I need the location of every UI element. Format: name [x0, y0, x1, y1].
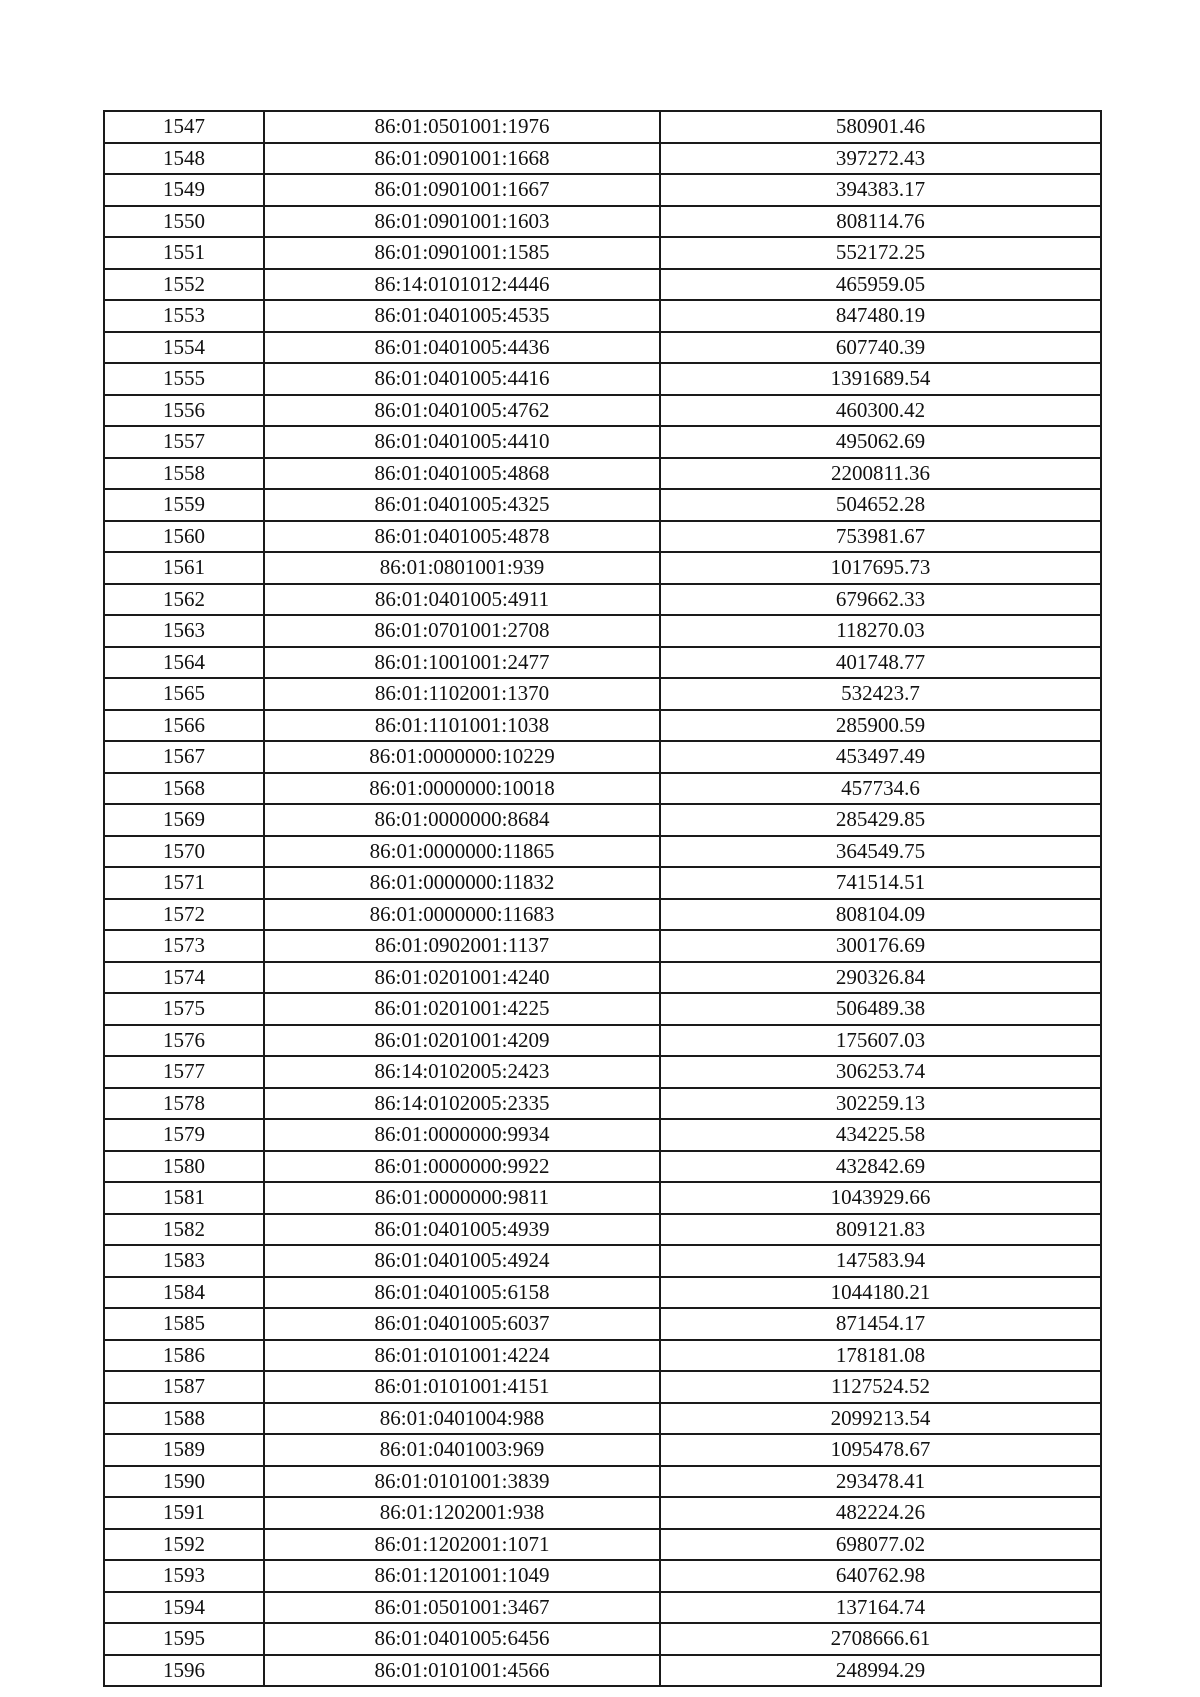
- value-cell: 679662.33: [660, 584, 1101, 616]
- value-cell: 741514.51: [660, 867, 1101, 899]
- cadastral-number-cell: 86:01:0401005:4911: [264, 584, 660, 616]
- table-row: [104, 269, 1101, 301]
- cadastral-number-cell: 86:01:0201001:4209: [264, 1025, 660, 1057]
- table-row: [104, 1403, 1101, 1435]
- cadastral-number-cell: 86:01:0501001:3467: [264, 1592, 660, 1624]
- value-cell: 809121.83: [660, 1214, 1101, 1246]
- table-row: [104, 1340, 1101, 1372]
- value-cell: 293478.41: [660, 1466, 1101, 1498]
- value-cell: 248994.29: [660, 1655, 1101, 1687]
- value-cell: 808104.09: [660, 899, 1101, 931]
- value-cell: 434225.58: [660, 1119, 1101, 1151]
- cadastral-number-cell: 86:01:0401005:4436: [264, 332, 660, 364]
- table-row: [104, 867, 1101, 899]
- row-number-cell: 1578: [104, 1088, 264, 1120]
- table-row: [104, 1277, 1101, 1309]
- cadastral-number-cell: 86:01:0401004:988: [264, 1403, 660, 1435]
- cadastral-number-cell: 86:01:1102001:1370: [264, 678, 660, 710]
- cadastral-number-cell: 86:01:0801001:939: [264, 552, 660, 584]
- row-number-cell: 1587: [104, 1371, 264, 1403]
- cadastral-number-cell: 86:01:0401005:6456: [264, 1623, 660, 1655]
- row-number-cell: 1557: [104, 426, 264, 458]
- table-row: [104, 174, 1101, 206]
- row-number-cell: 1581: [104, 1182, 264, 1214]
- row-number-cell: 1566: [104, 710, 264, 742]
- cadastral-number-cell: 86:01:0701001:2708: [264, 615, 660, 647]
- cadastral-number-cell: 86:01:0201001:4225: [264, 993, 660, 1025]
- table-row: [104, 993, 1101, 1025]
- value-cell: 847480.19: [660, 300, 1101, 332]
- value-cell: 532423.7: [660, 678, 1101, 710]
- table-row: [104, 836, 1101, 868]
- table-row: [104, 363, 1101, 395]
- row-number-cell: 1596: [104, 1655, 264, 1687]
- cadastral-number-cell: 86:01:0101001:4224: [264, 1340, 660, 1372]
- cadastral-number-cell: 86:01:0000000:9811: [264, 1182, 660, 1214]
- row-number-cell: 1560: [104, 521, 264, 553]
- cadastral-number-cell: 86:01:0401005:4762: [264, 395, 660, 427]
- row-number-cell: 1573: [104, 930, 264, 962]
- value-cell: 306253.74: [660, 1056, 1101, 1088]
- cadastral-number-cell: 86:01:0401005:4868: [264, 458, 660, 490]
- row-number-cell: 1559: [104, 489, 264, 521]
- cadastral-number-cell: 86:14:0102005:2335: [264, 1088, 660, 1120]
- value-cell: 118270.03: [660, 615, 1101, 647]
- row-number-cell: 1563: [104, 615, 264, 647]
- table-row: [104, 615, 1101, 647]
- value-cell: 465959.05: [660, 269, 1101, 301]
- row-number-cell: 1570: [104, 836, 264, 868]
- table-row: [104, 773, 1101, 805]
- cadastral-number-cell: 86:01:0501001:1976: [264, 111, 660, 143]
- table-row: [104, 206, 1101, 238]
- row-number-cell: 1565: [104, 678, 264, 710]
- row-number-cell: 1547: [104, 111, 264, 143]
- row-number-cell: 1580: [104, 1151, 264, 1183]
- table-row: [104, 1025, 1101, 1057]
- row-number-cell: 1585: [104, 1308, 264, 1340]
- table-body: [104, 111, 1101, 1686]
- cadastral-number-cell: 86:01:0101001:3839: [264, 1466, 660, 1498]
- value-cell: 397272.43: [660, 143, 1101, 175]
- row-number-cell: 1576: [104, 1025, 264, 1057]
- value-cell: 1044180.21: [660, 1277, 1101, 1309]
- cadastral-number-cell: 86:01:0401003:969: [264, 1434, 660, 1466]
- row-number-cell: 1572: [104, 899, 264, 931]
- cadastral-number-cell: 86:01:0000000:9922: [264, 1151, 660, 1183]
- table-row: [104, 332, 1101, 364]
- cadastral-number-cell: 86:01:0401005:4924: [264, 1245, 660, 1277]
- value-cell: 698077.02: [660, 1529, 1101, 1561]
- row-number-cell: 1571: [104, 867, 264, 899]
- value-cell: 285429.85: [660, 804, 1101, 836]
- value-cell: 607740.39: [660, 332, 1101, 364]
- table-row: [104, 458, 1101, 490]
- row-number-cell: 1575: [104, 993, 264, 1025]
- cadastral-number-cell: 86:01:0000000:11683: [264, 899, 660, 931]
- row-number-cell: 1561: [104, 552, 264, 584]
- table-row: [104, 552, 1101, 584]
- value-cell: 401748.77: [660, 647, 1101, 679]
- cadastral-number-cell: 86:01:0401005:4325: [264, 489, 660, 521]
- row-number-cell: 1593: [104, 1560, 264, 1592]
- cadastral-number-cell: 86:14:0102005:2423: [264, 1056, 660, 1088]
- value-cell: 285900.59: [660, 710, 1101, 742]
- table-row: [104, 1623, 1101, 1655]
- row-number-cell: 1574: [104, 962, 264, 994]
- row-number-cell: 1556: [104, 395, 264, 427]
- table-row: [104, 1434, 1101, 1466]
- row-number-cell: 1550: [104, 206, 264, 238]
- cadastral-number-cell: 86:01:1202001:938: [264, 1497, 660, 1529]
- table-row: [104, 1560, 1101, 1592]
- table-row: [104, 962, 1101, 994]
- cadastral-number-cell: 86:01:0101001:4151: [264, 1371, 660, 1403]
- cadastral-number-cell: 86:01:0901001:1603: [264, 206, 660, 238]
- table-row: [104, 1466, 1101, 1498]
- cadastral-number-cell: 86:01:0901001:1668: [264, 143, 660, 175]
- table-row: [104, 584, 1101, 616]
- cadastral-number-cell: 86:01:0000000:10229: [264, 741, 660, 773]
- table-row: [104, 678, 1101, 710]
- table-row: [104, 111, 1101, 143]
- table-row: [104, 741, 1101, 773]
- row-number-cell: 1591: [104, 1497, 264, 1529]
- table-row: [104, 426, 1101, 458]
- row-number-cell: 1558: [104, 458, 264, 490]
- cadastral-number-cell: 86:01:1001001:2477: [264, 647, 660, 679]
- row-number-cell: 1584: [104, 1277, 264, 1309]
- cadastral-number-cell: 86:01:0401005:4416: [264, 363, 660, 395]
- value-cell: 506489.38: [660, 993, 1101, 1025]
- value-cell: 2099213.54: [660, 1403, 1101, 1435]
- value-cell: 1017695.73: [660, 552, 1101, 584]
- table-row: [104, 1592, 1101, 1624]
- table-row: [104, 1056, 1101, 1088]
- row-number-cell: 1567: [104, 741, 264, 773]
- value-cell: 504652.28: [660, 489, 1101, 521]
- value-cell: 290326.84: [660, 962, 1101, 994]
- value-cell: 453497.49: [660, 741, 1101, 773]
- value-cell: 1391689.54: [660, 363, 1101, 395]
- value-cell: 495062.69: [660, 426, 1101, 458]
- value-cell: 302259.13: [660, 1088, 1101, 1120]
- cadastral-number-cell: 86:01:0000000:11865: [264, 836, 660, 868]
- value-cell: 432842.69: [660, 1151, 1101, 1183]
- cadastral-number-cell: 86:01:0401005:6037: [264, 1308, 660, 1340]
- cadastral-number-cell: 86:01:0000000:10018: [264, 773, 660, 805]
- cadastral-number-cell: 86:01:0401005:4878: [264, 521, 660, 553]
- table-row: [104, 930, 1101, 962]
- row-number-cell: 1595: [104, 1623, 264, 1655]
- row-number-cell: 1549: [104, 174, 264, 206]
- row-number-cell: 1569: [104, 804, 264, 836]
- cadastral-number-cell: 86:01:0902001:1137: [264, 930, 660, 962]
- value-cell: 2200811.36: [660, 458, 1101, 490]
- cadastral-number-cell: 86:01:0000000:11832: [264, 867, 660, 899]
- value-cell: 753981.67: [660, 521, 1101, 553]
- table-row: [104, 1655, 1101, 1687]
- row-number-cell: 1592: [104, 1529, 264, 1561]
- table-row: [104, 804, 1101, 836]
- value-cell: 640762.98: [660, 1560, 1101, 1592]
- table-row: [104, 710, 1101, 742]
- cadastral-number-cell: 86:01:1202001:1071: [264, 1529, 660, 1561]
- cadastral-number-cell: 86:01:0401005:4410: [264, 426, 660, 458]
- value-cell: 871454.17: [660, 1308, 1101, 1340]
- value-cell: 457734.6: [660, 773, 1101, 805]
- value-cell: 147583.94: [660, 1245, 1101, 1277]
- row-number-cell: 1589: [104, 1434, 264, 1466]
- cadastral-number-cell: 86:14:0101012:4446: [264, 269, 660, 301]
- table-row: [104, 647, 1101, 679]
- value-cell: 300176.69: [660, 930, 1101, 962]
- cadastral-number-cell: 86:01:0401005:4535: [264, 300, 660, 332]
- table-row: [104, 1245, 1101, 1277]
- value-cell: 1043929.66: [660, 1182, 1101, 1214]
- value-cell: 552172.25: [660, 237, 1101, 269]
- value-cell: 2708666.61: [660, 1623, 1101, 1655]
- value-cell: 482224.26: [660, 1497, 1101, 1529]
- row-number-cell: 1562: [104, 584, 264, 616]
- cadastral-number-cell: 86:01:0000000:8684: [264, 804, 660, 836]
- table-row: [104, 1308, 1101, 1340]
- row-number-cell: 1548: [104, 143, 264, 175]
- row-number-cell: 1590: [104, 1466, 264, 1498]
- table-row: [104, 143, 1101, 175]
- row-number-cell: 1552: [104, 269, 264, 301]
- table-row: [104, 1182, 1101, 1214]
- row-number-cell: 1586: [104, 1340, 264, 1372]
- row-number-cell: 1568: [104, 773, 264, 805]
- row-number-cell: 1553: [104, 300, 264, 332]
- value-cell: 175607.03: [660, 1025, 1101, 1057]
- row-number-cell: 1594: [104, 1592, 264, 1624]
- value-cell: 1095478.67: [660, 1434, 1101, 1466]
- cadastral-number-cell: 86:01:1201001:1049: [264, 1560, 660, 1592]
- value-cell: 460300.42: [660, 395, 1101, 427]
- row-number-cell: 1551: [104, 237, 264, 269]
- table-row: [104, 1497, 1101, 1529]
- table-row: [104, 1371, 1101, 1403]
- row-number-cell: 1564: [104, 647, 264, 679]
- table-row: [104, 1119, 1101, 1151]
- row-number-cell: 1554: [104, 332, 264, 364]
- value-cell: 394383.17: [660, 174, 1101, 206]
- cadastral-number-cell: 86:01:0000000:9934: [264, 1119, 660, 1151]
- row-number-cell: 1583: [104, 1245, 264, 1277]
- cadastral-number-cell: 86:01:0201001:4240: [264, 962, 660, 994]
- cadastral-number-cell: 86:01:0401005:6158: [264, 1277, 660, 1309]
- table-row: [104, 1151, 1101, 1183]
- row-number-cell: 1577: [104, 1056, 264, 1088]
- table-row: [104, 395, 1101, 427]
- value-cell: 1127524.52: [660, 1371, 1101, 1403]
- row-number-cell: 1555: [104, 363, 264, 395]
- value-cell: 580901.46: [660, 111, 1101, 143]
- table-row: [104, 521, 1101, 553]
- cadastral-number-cell: 86:01:0401005:4939: [264, 1214, 660, 1246]
- table-row: [104, 1214, 1101, 1246]
- value-cell: 364549.75: [660, 836, 1101, 868]
- value-cell: 137164.74: [660, 1592, 1101, 1624]
- row-number-cell: 1582: [104, 1214, 264, 1246]
- cadastral-number-cell: 86:01:0101001:4566: [264, 1655, 660, 1687]
- value-cell: 808114.76: [660, 206, 1101, 238]
- table-row: [104, 1088, 1101, 1120]
- row-number-cell: 1588: [104, 1403, 264, 1435]
- table-row: [104, 237, 1101, 269]
- value-cell: 178181.08: [660, 1340, 1101, 1372]
- cadastral-value-table: [103, 110, 1102, 1687]
- table-row: [104, 1529, 1101, 1561]
- cadastral-number-cell: 86:01:0901001:1667: [264, 174, 660, 206]
- table-row: [104, 300, 1101, 332]
- cadastral-number-cell: 86:01:0901001:1585: [264, 237, 660, 269]
- row-number-cell: 1579: [104, 1119, 264, 1151]
- table-row: [104, 489, 1101, 521]
- table-row: [104, 899, 1101, 931]
- cadastral-number-cell: 86:01:1101001:1038: [264, 710, 660, 742]
